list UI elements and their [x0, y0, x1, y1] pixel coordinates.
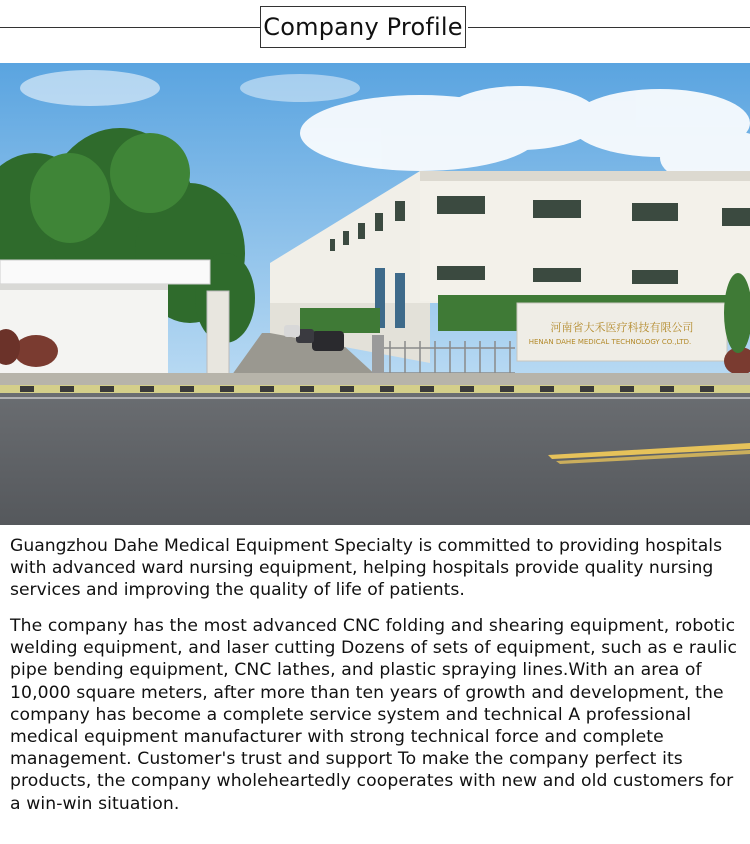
header-rule-left [0, 27, 260, 28]
section-header [0, 0, 750, 58]
details-paragraph [10, 615, 746, 815]
intro-text: Guangzhou Dahe Medical Equipment Specialty is committed to providing hospitals with advanced ward nursing equipment, helping hospitals provide quality nursing services and improving the quality of life of patients. [10, 536, 723, 601]
section-title: Company Profile [260, 6, 466, 48]
intro-paragraph [10, 535, 746, 602]
factory-photo [0, 63, 750, 525]
company-sign-cn: 河南省大禾医疗科技有限公司 [550, 321, 694, 334]
company-sign-en: HENAN DAHE MEDICAL TECHNOLOGY CO.,LTD. [528, 338, 692, 346]
header-rule-right [468, 27, 750, 28]
details-text: The company has the most advanced CNC folding and shearing equipment, robotic welding equipment, and laser cutting Dozens of sets of equipment, such as e raulic pipe bending equipment, CNC lathes, and plastic spraying lines.With an area of 10,000 square meters, after more than ten years of growth and development, the company has become a complete service system and technical A professional medical equipment manufacturer with strong technical force and complete management. Customer's trust and support To make the company perfect its products, the company wholeheartedly cooperates with new and old customers for a win-win situation. [10, 616, 738, 814]
